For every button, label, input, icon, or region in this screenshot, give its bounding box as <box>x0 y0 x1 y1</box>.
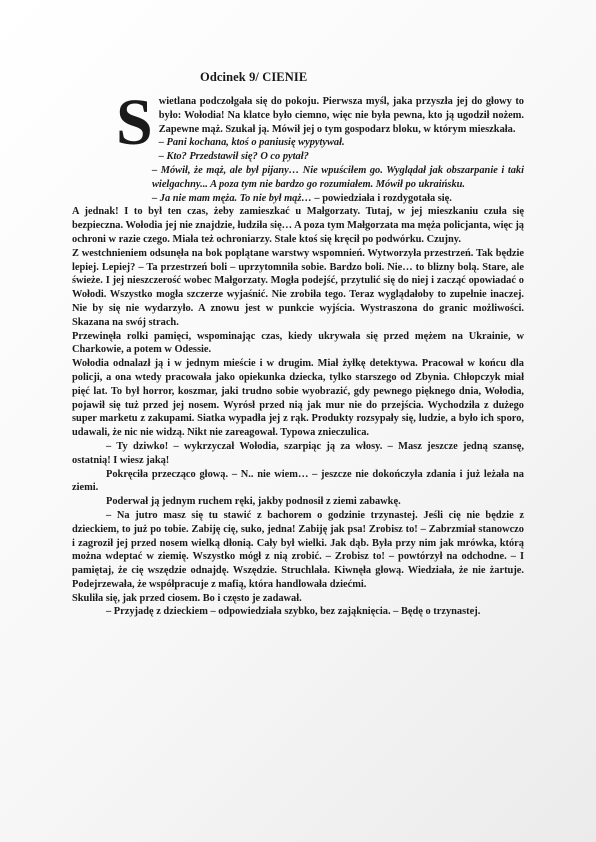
opening-paragraph: Swietlana podczołgała się do pokoju. Pierwsza myśl, jaka przyszła jej do głowy to było: Wołodia! Na klatce było ciemno, więc nie była pewna, kto ją ugodził nożem. Zapewne mąż. Szukał ją. Mówił jej o tym gospodarz bloku, w którym mieszkała. <box>116 86 524 159</box>
paragraph: Wołodia odnalazł ją i w jednym mieście i w drugim. Miał żyłkę detektywa. Pracował w końcu dla policji, a ona wtedy pracowała jako opiekunka dziecka, tylko starszego od Zbynia. Chłopczyk miał pięć lat. To był horror, koszmar, jaki trudno sobie wyobrazić, gdy pewnego pięknego dnia, Wołodia, pojawił się tuż przed jej nosem. Wyrósł przed nią jak mur nie do przejścia. Wychodziła z dużego super marketu z zakupami. Siatka wypadła jej z rąk. Produkty rozsypały się, ludzie, a było ich sporo, udawali, że nic nie widzą. Nikt nie zareagował. Typowa znieczulica. <box>72 358 524 439</box>
dialogue-line: – Pani kochana, ktoś o paniusię wypytywał. <box>158 137 345 149</box>
paragraph: – Przyjadę z dzieckiem – odpowiedziała szybko, bez zająknięcia. – Będę o trzynastej. <box>106 606 481 618</box>
paragraph: – Ty dziwko! – wykrzyczał Wołodia, szarpiąc ją za włosy. – Masz jeszcze jedną szansę, ostatnią! I wiesz jaką! <box>72 440 524 466</box>
paragraph: Z westchnieniem odsunęła na bok poplątane warstwy wspomnień. Wytworzyła przestrzeń. Tak będzie lepiej. Lepiej? – Ta przestrzeń boli – uprzytomniła sobie. Bardzo boli. Nie… to blizny bolą. Stare, ale świeże. I jej nieszczerość wobec Małgorzaty. Mogła podejść, przytulić się do niej i zacząć opowiadać o Wołodi. Wszystko mogła szczerze wyjaśnić. Nie zrobiła tego. Teraz wyglądałoby to zupełnie inaczej. Nie by się nie wydarzyło. A znowu jest w punkcie wyjścia. Wystraszona do granic możliwości. Skazana na swój strach. <box>72 247 524 328</box>
dialogue-line: – Ja nie mam męża. To nie był mąż… – powiedziała i rozdygotała się. <box>152 192 452 204</box>
paragraph: Przewinęła rolki pamięci, wspominając czas, kiedy ukrywała się przed mężem na Ukrainie, w Charkowie, a potem w Odessie. <box>72 330 524 356</box>
paragraph: Skuliła się, jak przed ciosem. Bo i często je zadawał. <box>72 592 302 604</box>
body-text <box>72 86 524 619</box>
paragraph: Poderwał ją jednym ruchem ręki, jakby podnosił z ziemi zabawkę. <box>106 496 401 508</box>
dialogue-line: – Mówił, że mąż, ale był pijany… Nie wpuściłem go. Wyglądał jak obszarpanie i taki wielgachny... A poza tym nie bardzo go rozumiałem. Mówił po ukraińsku. <box>152 164 524 190</box>
paragraph: Pokręciła przecząco głową. – N.. nie wiem… – jeszcze nie dokończyła zdania i już leżała na ziemi. <box>72 468 524 494</box>
paragraph: A jednak! I to był ten czas, żeby zamieszkać u Małgorzaty. Tutaj, w jej mieszkaniu czuła się bezpieczna. Wołodia jej nie znajdzie, łudziła się… A poza tym Małgorzata ma męża policjanta, więc ją ochroni w razie czego. Miała też ochroniarzy. Stale ktoś się kręcił po podwórku. Czujny. <box>72 206 524 245</box>
chapter-title: Odcinek 9/ CIENIE <box>200 70 308 84</box>
paragraph: – Na jutro masz się tu stawić z bachorem o godzinie trzynastej. Jeśli cię nie będzie z dzieckiem, to już po tobie. Zabiję cię, suko, jedna! Zabiję jak psa! Zrobisz to! – Zabrzmiał stanowczo i zagroził jej przed nosem wielką dłonią. Cały był wielki. Jak dąb. Była przy nim jak mrówka, którą można wdeptać w ziemię. Wszystko mógł z nią zrobić. – Zrobisz to! – powtórzył na odchodne. – I pamiętaj, że cię wszędzie odnajdę. Wszędzie. Struchlała. Kiwnęła głową. Wiedziała, że nie żartuje. Podejrzewała, że współpracuje z mafią, która handlowała dziećmi. <box>72 509 524 590</box>
dialogue-line: – Kto? Przedstawił się? O co pytał? <box>158 151 309 163</box>
drop-cap: S <box>116 86 153 159</box>
